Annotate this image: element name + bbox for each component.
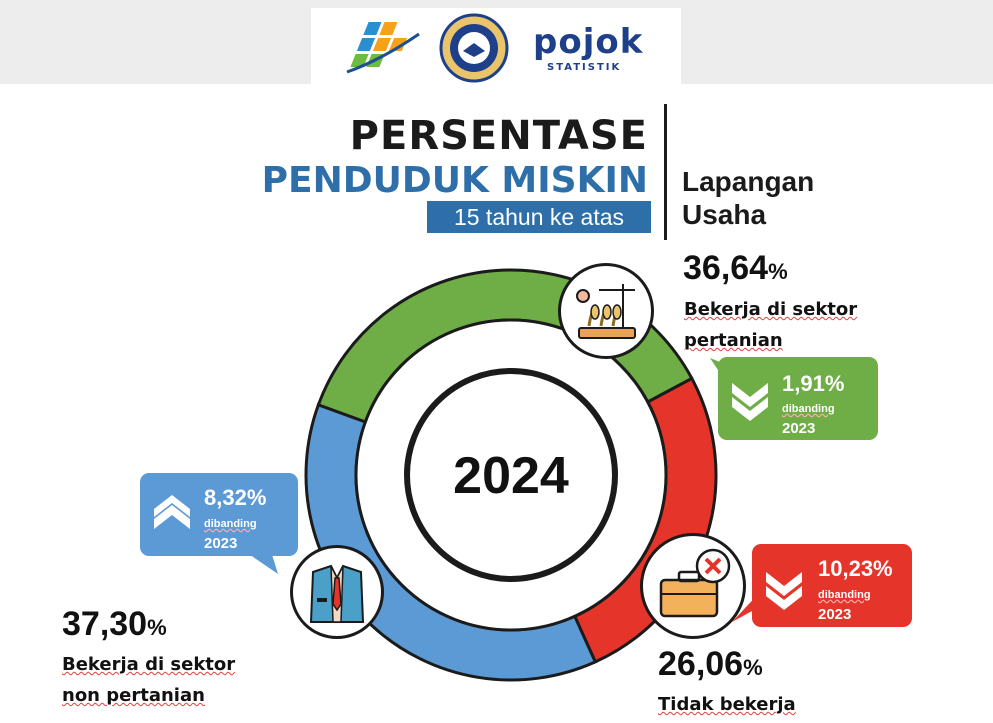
title-line-2: PENDUDUK MISKIN [261, 160, 648, 201]
non-percent-symbol: % [147, 615, 167, 640]
tidak-change-year: 2023 [818, 606, 852, 623]
pojok-subtitle: STATISTIK [547, 62, 622, 73]
subject-label: Lapangan Usaha [682, 166, 815, 230]
pertanian-change-year: 2023 [782, 420, 816, 437]
tidak-change-value: 10,23% [818, 556, 893, 581]
suit-icon [290, 545, 384, 639]
pertanian-label-line2: pertanian [684, 330, 783, 351]
tidak-percent-symbol: % [743, 655, 763, 680]
tidak-percent-value: 26,06 [658, 645, 744, 683]
center-year: 2024 [453, 447, 569, 505]
pertanian-percent-symbol: % [768, 259, 788, 284]
pojok-wordmark: pojok [533, 22, 644, 62]
non-change-note: dibanding [204, 518, 257, 530]
chevron-up-icon [152, 495, 192, 537]
tidak-percent [658, 645, 763, 684]
farming-icon [558, 263, 654, 359]
non-percent-value: 37,30 [62, 605, 148, 643]
non-change-year: 2023 [204, 535, 238, 552]
pertanian-percent-value: 36,64 [683, 249, 769, 287]
tidak-change-note: dibanding [818, 589, 871, 601]
pertanian-change-bubble [718, 357, 878, 440]
tidak-change-bubble [752, 544, 912, 627]
pertanian-change-note: dibanding [782, 403, 835, 415]
pertanian-label-line1: Bekerja di sektor [684, 299, 858, 320]
pertanian-percent [683, 249, 788, 288]
non-percent [62, 605, 167, 644]
non-change-bubble [140, 473, 298, 556]
chevron-down-icon [764, 568, 804, 610]
title-line-1: PERSENTASE [349, 113, 648, 159]
non-label-line2: non pertanian [62, 685, 205, 706]
tidak-label-line1: Tidak bekerja [658, 694, 796, 715]
briefcase-x-icon [640, 533, 746, 639]
pertanian-change-value: 1,91% [782, 371, 845, 396]
title-tag: 15 tahun ke atas [427, 201, 651, 233]
non-change-value: 8,32% [204, 485, 267, 510]
non-label-line1: Bekerja di sektor [62, 654, 236, 675]
chevron-down-icon [730, 379, 770, 421]
